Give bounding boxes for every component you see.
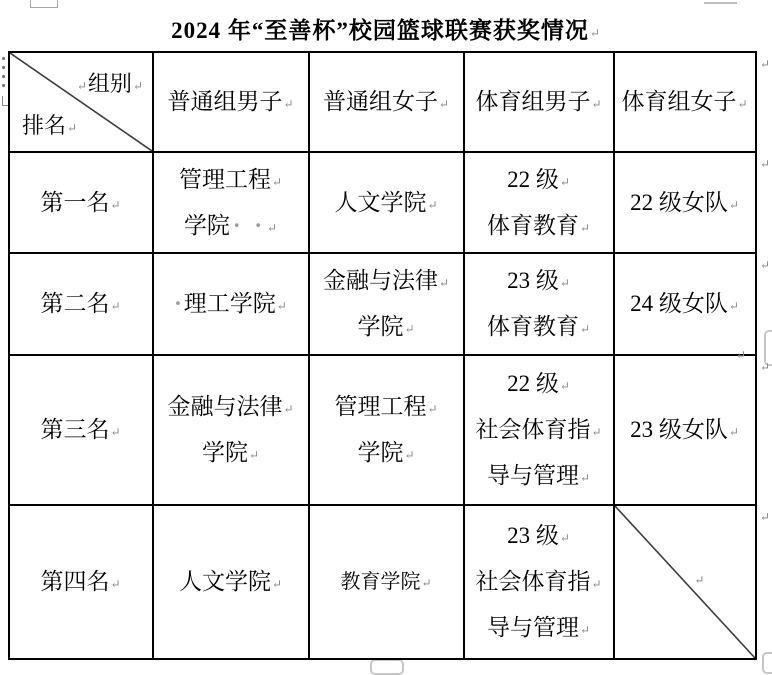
left-edge-dot [2, 75, 5, 78]
paragraph-mark: ↵ [110, 197, 121, 212]
left-edge-dot [2, 57, 5, 60]
paragraph-mark: ↵ [76, 79, 87, 93]
paragraph-mark: ↵ [67, 121, 78, 135]
column-header-4[interactable]: 体育组女子↵ [614, 52, 756, 152]
paragraph-mark: ↵ [591, 577, 602, 591]
document-title[interactable] [0, 12, 772, 45]
award-cell[interactable]: 22 级↵ 体育教育↵ [464, 152, 614, 253]
award-cell[interactable]: 22 级女队↵ [614, 152, 756, 253]
paragraph-mark: ↵ [271, 174, 283, 189]
space-mark: · [174, 291, 182, 316]
left-edge-dot [2, 66, 5, 69]
rank-cell[interactable]: 第一名↵ [9, 152, 153, 253]
paragraph-mark: ↵ [694, 572, 705, 587]
award-cell[interactable]: 23 级↵ 社会体育指↵ 导与管理↵ [464, 505, 614, 659]
paragraph-mark: ↵ [728, 299, 739, 313]
paragraph-mark: ↵ [438, 276, 450, 290]
paragraph-mark: ↵ [559, 276, 570, 290]
bottom-right-button-fragment[interactable] [762, 652, 772, 674]
diagonal-line [615, 506, 755, 658]
paragraph-mark: ↵ [737, 97, 748, 111]
award-cell[interactable]: 24 级女队↵ [614, 253, 756, 355]
document-title-text: 2024 年“至善杯”校园篮球联赛获奖情况 [171, 18, 589, 43]
rank-cell[interactable]: 第三名↵ [9, 355, 153, 505]
paragraph-mark: ↵ [404, 448, 415, 462]
paragraph-mark: ↵ [283, 97, 294, 111]
end-of-row-mark: ↵ [760, 157, 771, 171]
end-of-row-mark: ↵ [760, 510, 771, 524]
column-header-2[interactable]: 普通组女子↵ [309, 52, 464, 152]
paragraph-mark: ↵ [559, 174, 570, 189]
award-cell[interactable]: 管理工程↵ 学院↵ [309, 355, 464, 505]
paragraph-mark: ↵ [427, 197, 438, 212]
paragraph-mark: ↵ [589, 26, 600, 40]
paragraph-mark: ↵ [591, 425, 602, 439]
corner-group-label: ↵组别↵ [76, 71, 143, 96]
left-edge-dot [2, 84, 5, 87]
award-cell[interactable]: 教育学院↵ [309, 505, 464, 659]
award-cell[interactable]: 23 级女队↵ [614, 355, 756, 505]
paragraph-mark: ↵ [110, 299, 121, 313]
column-header-3[interactable]: 体育组男子↵ [464, 52, 614, 152]
paragraph-mark: ↵ [591, 97, 602, 111]
paragraph-mark: ↵ [427, 402, 438, 416]
paragraph-mark: ↵ [579, 471, 591, 485]
paragraph-mark: ↵ [271, 577, 283, 591]
award-cell[interactable]: 金融与法律↵ 学院↵ [153, 355, 309, 505]
paragraph-mark: ↵ [404, 322, 415, 336]
paragraph-mark: ↵ [579, 623, 591, 637]
paragraph-mark: ↵ [132, 79, 143, 93]
paragraph-mark: ↵ [283, 402, 294, 416]
paragraph-mark: ↵ [267, 220, 278, 235]
end-of-cell-mark: ↵ [736, 348, 747, 362]
award-cell[interactable]: 22 级↵ 社会体育指↵ 导与管理↵ [464, 355, 614, 505]
rank-cell[interactable]: 第四名↵ [9, 505, 153, 659]
rank-cell[interactable]: 第二名↵ [9, 253, 153, 355]
award-cell[interactable]: ·理工学院↵ [153, 253, 309, 355]
award-cell[interactable]: 23 级↵ 体育教育↵ [464, 253, 614, 355]
award-cell[interactable]: 人文学院↵ [309, 152, 464, 253]
paragraph-mark: ↵ [728, 197, 739, 212]
awards-table [8, 51, 757, 660]
corner-cell-group-rank[interactable] [9, 52, 153, 152]
space-marks: · · [232, 212, 267, 238]
paragraph-mark: ↵ [559, 531, 570, 545]
paragraph-mark: ↵ [728, 425, 739, 439]
paragraph-mark: ↵ [110, 577, 121, 591]
paragraph-mark: ↵ [110, 425, 121, 439]
paragraph-mark: ↵ [559, 379, 570, 393]
award-cell[interactable]: 金融与法律↵ 学院↵ [309, 253, 464, 355]
award-cell[interactable]: 管理工程↵ 学院 · ·↵ [153, 152, 309, 253]
column-header-1[interactable]: 普通组男子↵ [153, 52, 309, 152]
paragraph-mark: ↵ [579, 322, 591, 336]
end-of-row-mark: ↵ [760, 258, 771, 272]
end-of-row-mark: ↵ [760, 57, 771, 71]
paragraph-mark: ↵ [579, 220, 591, 235]
paragraph-mark: ↵ [248, 448, 260, 462]
paragraph-mark: ↵ [421, 576, 432, 590]
top-edge-fragment [30, 0, 58, 8]
corner-rank-label: 排名↵ [22, 113, 78, 138]
award-cell[interactable]: 人文学院↵ [153, 505, 309, 659]
paragraph-mark: ↵ [276, 299, 287, 313]
empty-diagonal-cell[interactable] [614, 505, 756, 659]
end-of-row-mark: ↵ [760, 360, 771, 374]
paragraph-mark: ↵ [438, 97, 450, 111]
bottom-edge-button-fragment[interactable] [370, 659, 404, 675]
top-right-edge-fragment [704, 2, 737, 4]
